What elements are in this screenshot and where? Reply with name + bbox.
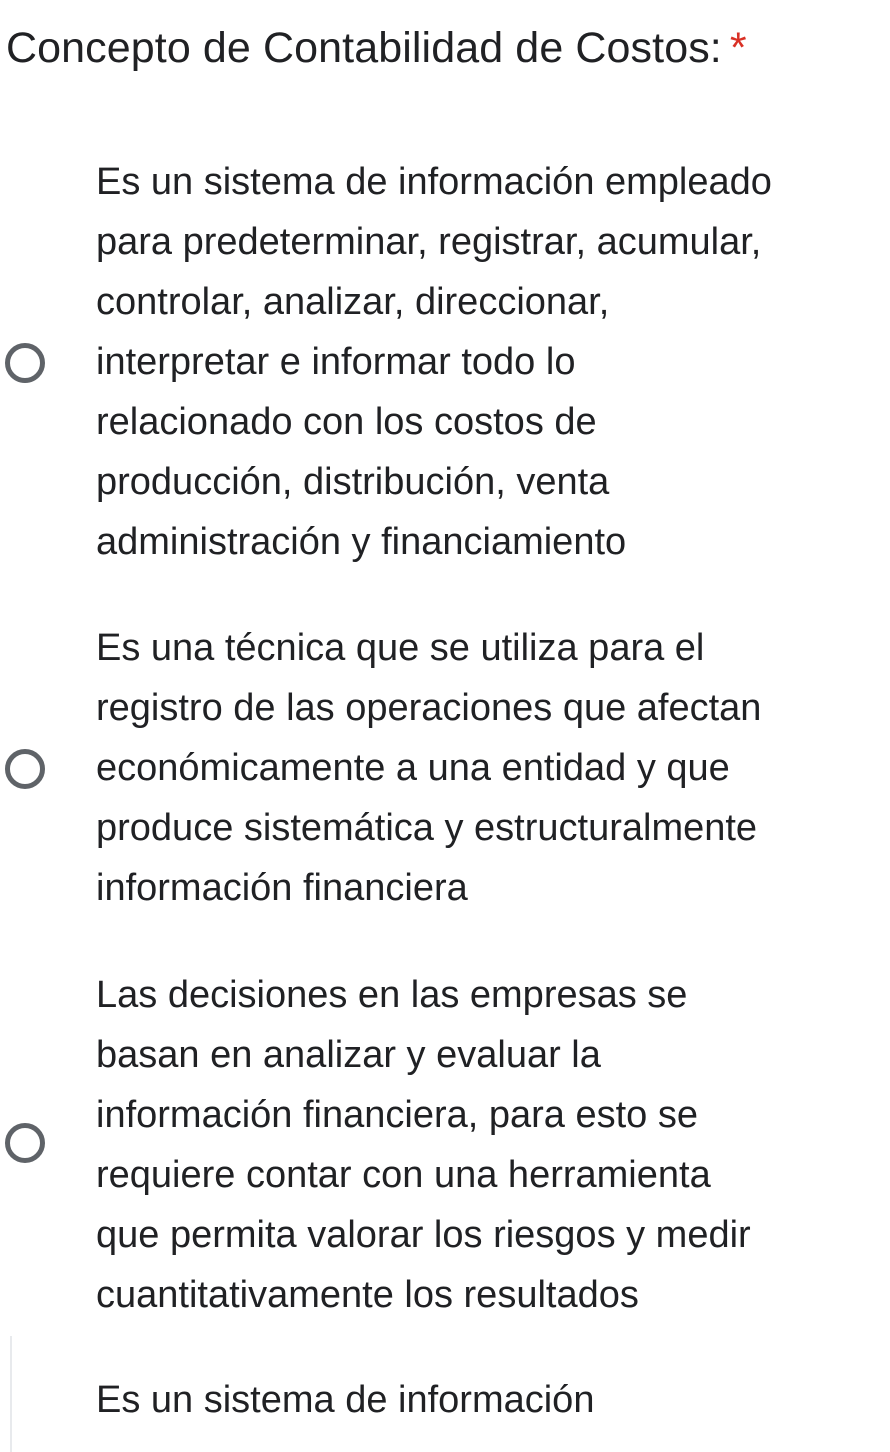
option-line: económicamente a una entidad y que [96,747,730,789]
option-line: Es una técnica que se utiliza para el [96,627,705,669]
option-line: para predeterminar, registrar, acumular, [96,221,762,263]
option-label [96,965,856,1325]
option-item[interactable] [0,965,890,1325]
option-line: Es un sistema de información empleado [96,161,772,203]
option-line: que permita valorar los riesgos y medir [96,1214,751,1256]
option-line: cuantitativamente los resultados [96,1274,639,1316]
option-line: relacionado con los costos de [96,401,597,443]
option-line: basan en analizar y evaluar la [96,1034,601,1076]
option-item[interactable] [0,152,890,572]
option-label [96,152,856,572]
required-asterisk: * [729,24,747,72]
option-line: interpretar e informar todo lo [96,341,576,383]
option-line: Es un sistema de información [96,1379,595,1421]
radio-button[interactable] [5,749,45,789]
option-line: registro de las operaciones que afectan [96,687,762,729]
option-line: requiere contar con una herramienta [96,1154,711,1196]
option-line: producción, distribución, venta [96,461,610,503]
option-line: Las decisiones en las empresas se [96,974,688,1016]
option-line: administración y financiamiento [96,521,627,563]
option-line: información financiera, para esto se [96,1094,698,1136]
option-line: produce sistemática y estructuralmente [96,807,758,849]
question-title [6,18,747,78]
option-label [96,1370,856,1430]
radio-button[interactable] [5,343,45,383]
radio-button[interactable] [5,1123,45,1163]
option-line: información financiera [96,867,468,909]
option-label [96,618,856,918]
option-line: controlar, analizar, direccionar, [96,281,610,323]
option-item[interactable] [0,618,890,918]
option-item[interactable] [0,1370,890,1452]
question-title-text: Concepto de Contabilidad de Costos: [6,24,722,72]
